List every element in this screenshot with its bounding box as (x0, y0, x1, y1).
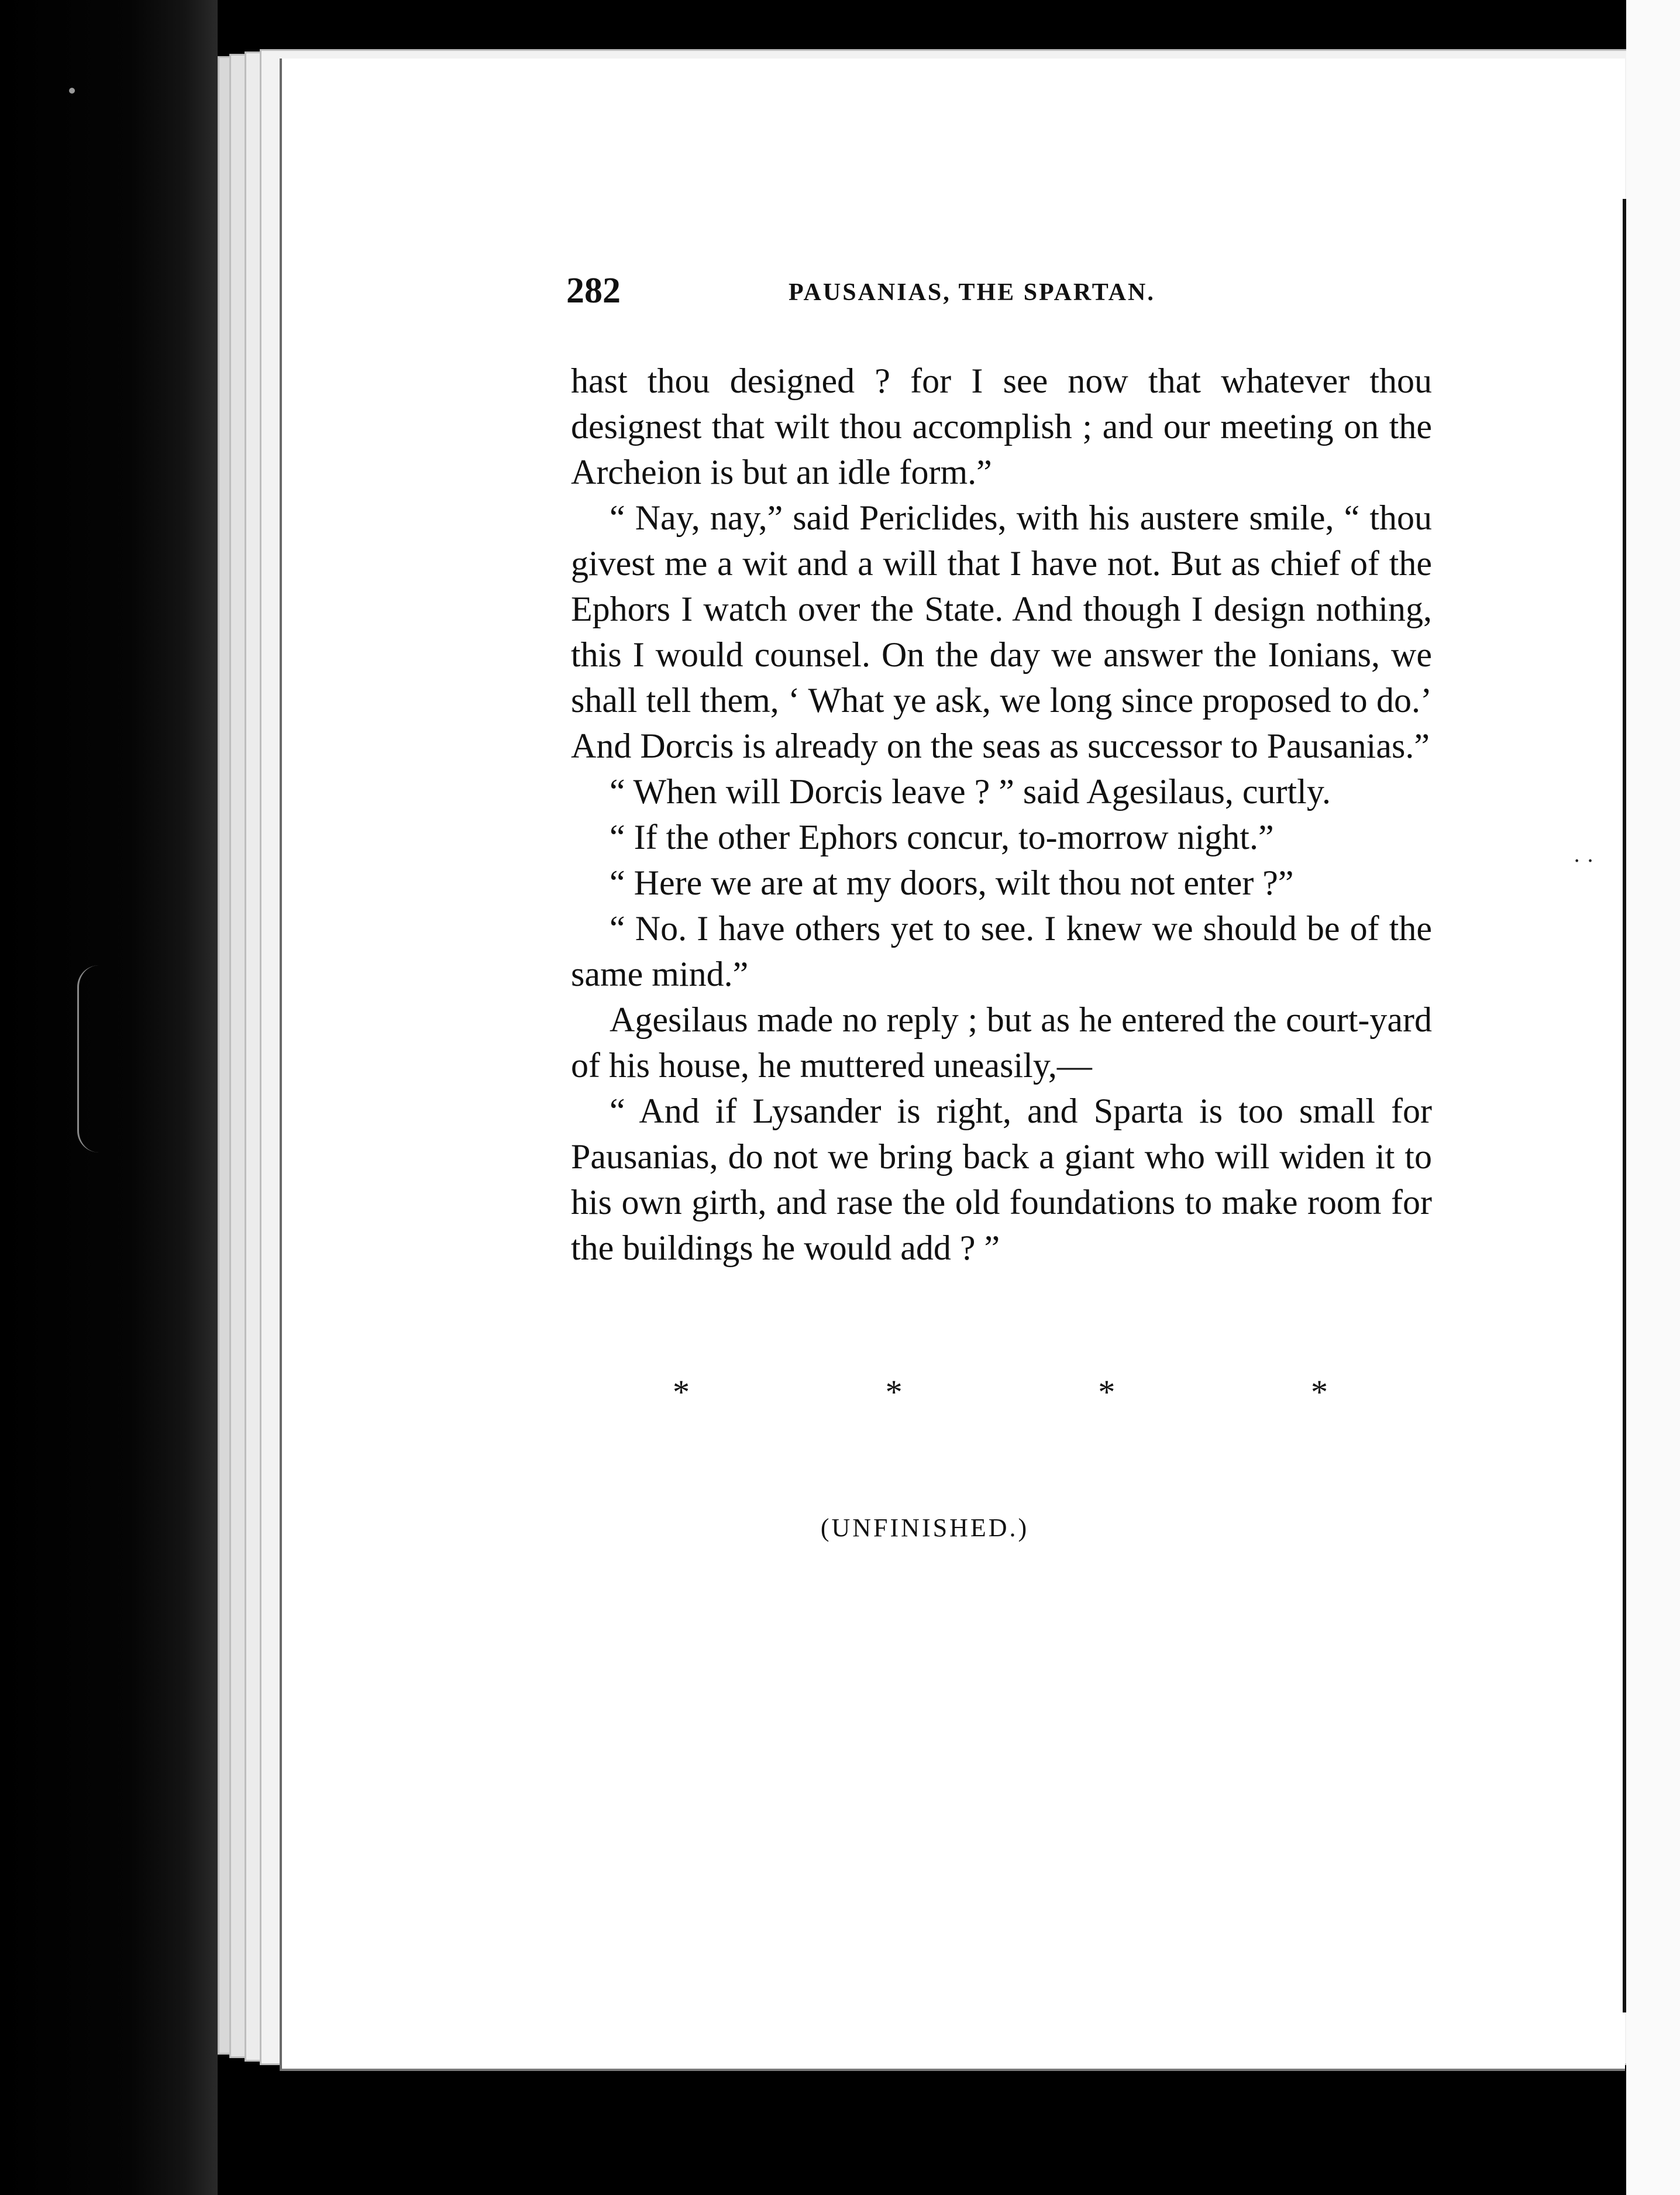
paragraph: “ When will Dorcis leave ? ” said Agesilaus, curtly. (610, 772, 1331, 811)
paragraph: “ Nay, nay,” said Periclides, with his austere smile, “ thou givest me a wit and a will that I have not. But as chief of the Ephors I watch over the State. And though I design nothing, this I would counsel. On the day we answer the Ionians, we shall tell them, ‘ What ye ask, we long since proposed to do.’ And Dorcis is already on the seas as successor to Pausanias.” (571, 498, 1432, 765)
paragraph: “ And if Lysander is right, and Sparta is too small for Pausanias, do not we bring back a giant who will widen it to his own girth, and rase the old foundations to make room for the buildings he would add ? ” (571, 1092, 1432, 1267)
binding-speck (69, 88, 75, 94)
asterisk: * (1310, 1373, 1328, 1411)
paragraph: hast thou designed ? for I see now that whatever thou designest that wilt thou accomplish ; and our meeting on the Archeion is but an idle form.” (571, 362, 1432, 491)
running-head: PAUSANIAS, THE SPARTAN. (789, 279, 1155, 306)
section-separator (673, 1372, 1328, 1412)
closing-note: (UNFINISHED.) (820, 1513, 1030, 1542)
paragraph: Agesilaus made no reply ; but as he entered the court-yard of his house, he muttered uneasily,— (571, 1000, 1432, 1085)
paragraph: “ Here we are at my doors, wilt thou not enter ?” (610, 863, 1294, 902)
page-body (571, 358, 1432, 1271)
page-number: 282 (566, 271, 621, 311)
paragraph: “ No. I have others yet to see. I knew we should be of the same mind.” (571, 909, 1432, 993)
paragraph: “ If the other Ephors concur, to-morrow night.” (610, 818, 1274, 856)
facing-page-edge (1626, 0, 1680, 2195)
asterisk: * (885, 1373, 903, 1411)
page-header (566, 270, 1432, 317)
gutter-shadow (1623, 199, 1626, 2012)
book-binding (0, 0, 218, 2195)
scan-speck: · · (1574, 849, 1594, 873)
binding-thread (77, 965, 99, 1152)
asterisk: * (673, 1373, 690, 1411)
asterisk: * (1098, 1373, 1116, 1411)
